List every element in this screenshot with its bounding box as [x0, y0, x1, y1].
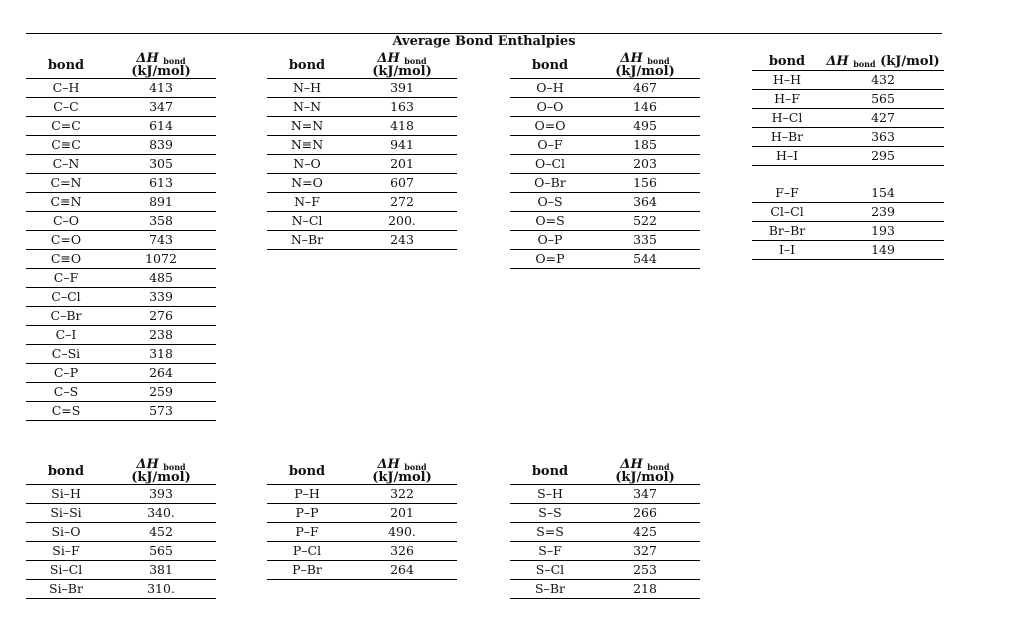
delta-h-subscript: bond: [404, 462, 427, 472]
enthalpy-cell: 238: [106, 326, 216, 345]
table-row: [26, 345, 216, 364]
bond-cell: H–Cl: [752, 109, 822, 128]
table-row: [26, 364, 216, 383]
bond-cell: C–S: [26, 383, 106, 402]
table-row: [752, 184, 944, 203]
enthalpy-cell: 276: [106, 307, 216, 326]
enthalpy-cell: 573: [106, 402, 216, 421]
unit-label: (kJ/mol): [131, 64, 191, 79]
enthalpy-cell: [822, 166, 944, 185]
bond-cell: N–F: [267, 193, 347, 212]
enthalpy-column-header: [347, 458, 457, 485]
enthalpy-cell: 310.: [106, 580, 216, 599]
bond-cell: P–F: [267, 523, 347, 542]
bond-cell: N–N: [267, 98, 347, 117]
header-row: [752, 52, 944, 71]
sulfur-bond-table: [510, 458, 700, 599]
bond-cell: C–Cl: [26, 288, 106, 307]
table-row: [267, 193, 457, 212]
table-row: [752, 109, 944, 128]
enthalpy-cell: 201: [347, 504, 457, 523]
table-row: [26, 174, 216, 193]
enthalpy-cell: 432: [822, 71, 944, 90]
unit-label: (kJ/mol): [131, 470, 191, 485]
delta-h-subscript: bond: [647, 56, 670, 66]
bond-cell: [752, 166, 822, 185]
table-row: [26, 98, 216, 117]
bond-cell: C–C: [26, 98, 106, 117]
enthalpy-cell: 522: [590, 212, 700, 231]
bond-cell: H–F: [752, 90, 822, 109]
enthalpy-column-header: [106, 52, 216, 79]
table-row: [267, 155, 457, 174]
enthalpy-column-header: [347, 52, 457, 79]
bond-cell: C–Br: [26, 307, 106, 326]
table-row: [510, 212, 700, 231]
unit-label: (kJ/mol): [880, 53, 940, 69]
enthalpy-cell: 327: [590, 542, 700, 561]
table-row: [510, 155, 700, 174]
enthalpy-cell: 218: [590, 580, 700, 599]
table-row: [26, 542, 216, 561]
bond-cell: Si–O: [26, 523, 106, 542]
table-row: [510, 542, 700, 561]
delta-h-symbol: ΔH: [620, 51, 643, 66]
table-row: [26, 212, 216, 231]
table-row: [510, 98, 700, 117]
bond-column-header: bond: [26, 458, 106, 485]
bond-cell: N=O: [267, 174, 347, 193]
delta-h-symbol: ΔH: [826, 53, 849, 69]
enthalpy-cell: 200.: [347, 212, 457, 231]
bond-cell: C–F: [26, 269, 106, 288]
header-row: [267, 458, 457, 485]
enthalpy-cell: 363: [822, 128, 944, 147]
page-title: Average Bond Enthalpies: [392, 34, 576, 49]
enthalpy-cell: 253: [590, 561, 700, 580]
enthalpy-cell: 201: [347, 155, 457, 174]
bond-cell: C≡C: [26, 136, 106, 155]
unit-label: (kJ/mol): [372, 64, 432, 79]
enthalpy-column-header: [106, 458, 216, 485]
bond-column-header: bond: [267, 458, 347, 485]
table-row: [267, 212, 457, 231]
table-row: [26, 288, 216, 307]
table-row: [752, 241, 944, 260]
bond-cell: I–I: [752, 241, 822, 260]
enthalpy-cell: 495: [590, 117, 700, 136]
bond-cell: N–H: [267, 79, 347, 98]
bond-cell: P–H: [267, 485, 347, 504]
table-row: [752, 203, 944, 222]
enthalpy-column-header: [590, 52, 700, 79]
bond-cell: H–H: [752, 71, 822, 90]
bond-cell: N–O: [267, 155, 347, 174]
delta-h-subscript: bond: [853, 58, 876, 69]
enthalpy-cell: 467: [590, 79, 700, 98]
delta-h-symbol: ΔH: [620, 457, 643, 472]
table-row: [267, 174, 457, 193]
delta-h-subscript: bond: [163, 462, 186, 472]
table-row: [267, 523, 457, 542]
enthalpy-cell: 544: [590, 250, 700, 269]
table-row: [267, 542, 457, 561]
table-row: [26, 79, 216, 98]
table-row: [752, 128, 944, 147]
bond-cell: O=P: [510, 250, 590, 269]
header-row: [26, 458, 216, 485]
table-row: [267, 504, 457, 523]
table-row: [26, 269, 216, 288]
enthalpy-cell: 259: [106, 383, 216, 402]
enthalpy-cell: 607: [347, 174, 457, 193]
bond-cell: S=S: [510, 523, 590, 542]
bond-cell: C–O: [26, 212, 106, 231]
table-row: [26, 136, 216, 155]
unit-label: (kJ/mol): [615, 470, 675, 485]
enthalpy-cell: 149: [822, 241, 944, 260]
table-row: [267, 561, 457, 580]
enthalpy-cell: 364: [590, 193, 700, 212]
delta-h-symbol: ΔH: [136, 457, 159, 472]
enthalpy-cell: 339: [106, 288, 216, 307]
bond-cell: C≡O: [26, 250, 106, 269]
bond-cell: C–Si: [26, 345, 106, 364]
enthalpy-cell: 743: [106, 231, 216, 250]
unit-label: (kJ/mol): [615, 64, 675, 79]
oxygen-bond-table: [510, 52, 700, 269]
table-row: [510, 523, 700, 542]
table-row: [267, 136, 457, 155]
bond-cell: H–I: [752, 147, 822, 166]
bond-cell: P–Cl: [267, 542, 347, 561]
enthalpy-cell: 427: [822, 109, 944, 128]
enthalpy-cell: 322: [347, 485, 457, 504]
enthalpy-cell: 239: [822, 203, 944, 222]
table-row: [267, 98, 457, 117]
bond-cell: Si–F: [26, 542, 106, 561]
bond-cell: C≡N: [26, 193, 106, 212]
bond-cell: Br–Br: [752, 222, 822, 241]
enthalpy-cell: 266: [590, 504, 700, 523]
enthalpy-cell: 839: [106, 136, 216, 155]
bond-cell: O–O: [510, 98, 590, 117]
bond-cell: C–P: [26, 364, 106, 383]
enthalpy-cell: 154: [822, 184, 944, 203]
bond-cell: O–H: [510, 79, 590, 98]
bond-cell: C=S: [26, 402, 106, 421]
table-row: [267, 117, 457, 136]
enthalpy-cell: 272: [347, 193, 457, 212]
delta-h-symbol: ΔH: [377, 457, 400, 472]
bond-cell: S–Cl: [510, 561, 590, 580]
enthalpy-cell: 193: [822, 222, 944, 241]
bond-cell: O–S: [510, 193, 590, 212]
bond-cell: N≡N: [267, 136, 347, 155]
bond-cell: Si–Br: [26, 580, 106, 599]
enthalpy-cell: 295: [822, 147, 944, 166]
enthalpy-cell: 485: [106, 269, 216, 288]
table-row: [26, 250, 216, 269]
table-row: [752, 71, 944, 90]
bond-cell: Si–H: [26, 485, 106, 504]
bond-cell: N=N: [267, 117, 347, 136]
enthalpy-cell: 425: [590, 523, 700, 542]
enthalpy-cell: 347: [106, 98, 216, 117]
header-row: [510, 458, 700, 485]
table-row: [510, 580, 700, 599]
nitrogen-bond-table: [267, 52, 457, 250]
enthalpy-cell: 156: [590, 174, 700, 193]
bond-cell: S–S: [510, 504, 590, 523]
delta-h-subscript: bond: [647, 462, 670, 472]
enthalpy-cell: 358: [106, 212, 216, 231]
enthalpy-cell: 565: [106, 542, 216, 561]
bond-cell: Cl–Cl: [752, 203, 822, 222]
enthalpy-cell: 264: [347, 561, 457, 580]
table-row: [752, 222, 944, 241]
enthalpy-column-header: [822, 52, 944, 71]
delta-h-subscript: bond: [404, 56, 427, 66]
table-row: [26, 580, 216, 599]
bond-cell: O=O: [510, 117, 590, 136]
enthalpy-cell: 413: [106, 79, 216, 98]
bond-column-header: bond: [752, 52, 822, 71]
carbon-bond-table: [26, 52, 216, 421]
bond-cell: S–Br: [510, 580, 590, 599]
delta-h-symbol: ΔH: [136, 51, 159, 66]
enthalpy-cell: 163: [347, 98, 457, 117]
enthalpy-cell: 891: [106, 193, 216, 212]
silicon-bond-table: [26, 458, 216, 599]
table-row: [510, 136, 700, 155]
header-row: [267, 52, 457, 79]
table-row: [26, 504, 216, 523]
phosphorus-bond-table: [267, 458, 457, 580]
enthalpy-cell: 391: [347, 79, 457, 98]
table-row: [752, 147, 944, 166]
bond-cell: S–H: [510, 485, 590, 504]
bond-cell: Si–Si: [26, 504, 106, 523]
bond-cell: P–Br: [267, 561, 347, 580]
delta-h-symbol: ΔH: [377, 51, 400, 66]
bond-cell: O–F: [510, 136, 590, 155]
enthalpy-cell: 305: [106, 155, 216, 174]
table-row: [510, 79, 700, 98]
bond-cell: H–Br: [752, 128, 822, 147]
header-row: [510, 52, 700, 79]
delta-h-subscript: bond: [163, 56, 186, 66]
enthalpy-cell: 146: [590, 98, 700, 117]
table-row: [267, 485, 457, 504]
table-row: [510, 485, 700, 504]
table-row: [26, 193, 216, 212]
enthalpy-cell: 340.: [106, 504, 216, 523]
bond-cell: C–H: [26, 79, 106, 98]
enthalpy-cell: 452: [106, 523, 216, 542]
bond-column-header: bond: [510, 52, 590, 79]
hydrogen-halogen-bond-table: [752, 52, 944, 260]
table-row: [510, 250, 700, 269]
unit-label: (kJ/mol): [372, 470, 432, 485]
bond-cell: O–Cl: [510, 155, 590, 174]
table-row: [510, 174, 700, 193]
table-row: [26, 155, 216, 174]
table-row: [267, 79, 457, 98]
table-row: [26, 117, 216, 136]
bond-cell: O=S: [510, 212, 590, 231]
enthalpy-cell: 243: [347, 231, 457, 250]
bond-cell: C–I: [26, 326, 106, 345]
bond-column-header: bond: [510, 458, 590, 485]
table-row: [267, 231, 457, 250]
bond-cell: F–F: [752, 184, 822, 203]
bond-cell: Si–Cl: [26, 561, 106, 580]
table-row: [26, 523, 216, 542]
table-row: [26, 402, 216, 421]
enthalpy-cell: 347: [590, 485, 700, 504]
table-row: [26, 383, 216, 402]
bond-column-header: bond: [267, 52, 347, 79]
enthalpy-cell: 393: [106, 485, 216, 504]
enthalpy-cell: 614: [106, 117, 216, 136]
enthalpy-column-header: [590, 458, 700, 485]
table-row: [510, 561, 700, 580]
header-row: [26, 52, 216, 79]
enthalpy-cell: 941: [347, 136, 457, 155]
enthalpy-cell: 490.: [347, 523, 457, 542]
enthalpy-cell: 264: [106, 364, 216, 383]
bond-cell: S–F: [510, 542, 590, 561]
enthalpy-cell: 203: [590, 155, 700, 174]
bond-cell: P–P: [267, 504, 347, 523]
table-row: [510, 504, 700, 523]
bond-cell: O–P: [510, 231, 590, 250]
table-row: [26, 231, 216, 250]
enthalpy-cell: 418: [347, 117, 457, 136]
bond-cell: N–Cl: [267, 212, 347, 231]
enthalpy-cell: 613: [106, 174, 216, 193]
bond-column-header: bond: [26, 52, 106, 79]
bond-cell: C–N: [26, 155, 106, 174]
table-row: [26, 307, 216, 326]
enthalpy-cell: 381: [106, 561, 216, 580]
table-row: [752, 90, 944, 109]
table-row: [26, 561, 216, 580]
enthalpy-cell: 318: [106, 345, 216, 364]
table-row: [510, 193, 700, 212]
table-row: [752, 166, 944, 185]
enthalpy-cell: 565: [822, 90, 944, 109]
bond-cell: C=O: [26, 231, 106, 250]
enthalpy-cell: 1072: [106, 250, 216, 269]
enthalpy-cell: 326: [347, 542, 457, 561]
table-row: [510, 231, 700, 250]
bond-cell: C=N: [26, 174, 106, 193]
table-row: [510, 117, 700, 136]
bond-cell: N–Br: [267, 231, 347, 250]
enthalpy-cell: 335: [590, 231, 700, 250]
bond-cell: C=C: [26, 117, 106, 136]
table-row: [26, 326, 216, 345]
enthalpy-cell: 185: [590, 136, 700, 155]
bond-cell: O–Br: [510, 174, 590, 193]
table-row: [26, 485, 216, 504]
